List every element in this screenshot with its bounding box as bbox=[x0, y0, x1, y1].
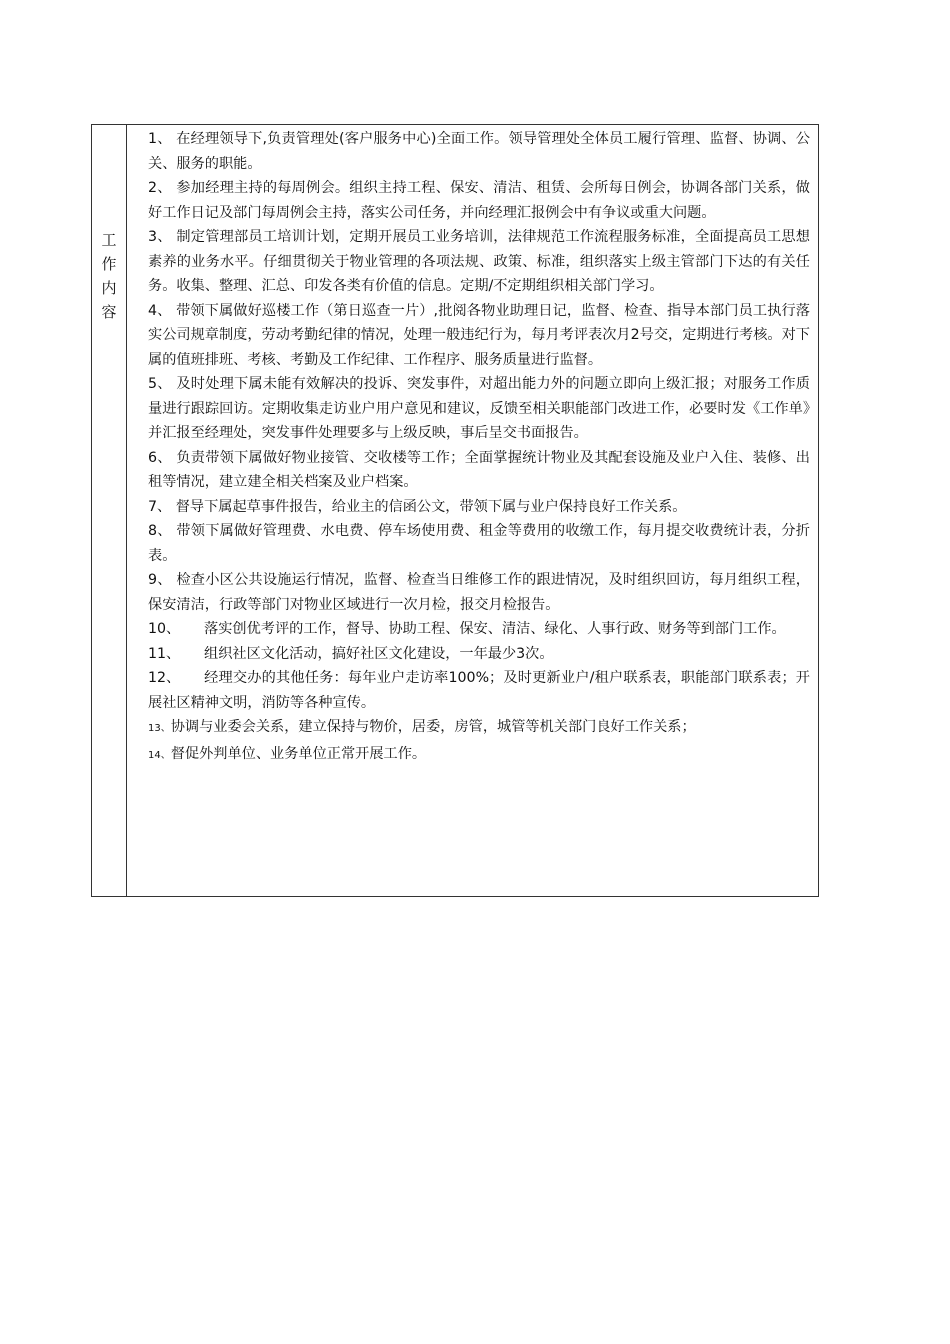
item-number: 6、 bbox=[148, 449, 177, 466]
duty-item bbox=[148, 642, 810, 667]
item-text: 制定管理部员工培训计划，定期开展员工业务培训，法律规范工作流程服务标准，全面提高员工思想素养的业务水平。仔细贯彻关于物业管理的各项法规、政策、标准，组织落实上级主管部门下达的有关任务。收集、整理、汇总、印发各类有价值的信息。定期/不定期组织相关部门学习。 bbox=[148, 229, 810, 294]
item-number: 14、 bbox=[148, 749, 171, 761]
duty-item bbox=[148, 715, 810, 742]
item-number: 2、 bbox=[148, 180, 177, 196]
row-label bbox=[92, 228, 126, 324]
row-label-cell bbox=[92, 125, 127, 896]
item-text: 组织社区文化活动，搞好社区文化建设，一年最少3次。 bbox=[204, 645, 554, 662]
item-text: 及时处理下属未能有效解决的投诉、突发事件，对超出能力外的问题立即向上级汇报；对服务工作质量进行跟踪回访。定期收集走访业户用户意见和建议，反馈至相关职能部门改进工作，必要时发《工作单》并汇报至经理处，突发事件处理要多与上级反映，事后呈交书面报告。 bbox=[148, 376, 810, 441]
label-char: 作 bbox=[101, 255, 117, 273]
label-char: 容 bbox=[101, 303, 117, 321]
item-text: 落实创优考评的工作，督导、协助工程、保安、清洁、绿化、人事行政、财务等到部门工作。 bbox=[204, 621, 786, 637]
item-number: 4、 bbox=[148, 302, 177, 319]
duty-item bbox=[148, 742, 810, 769]
item-number: 8、 bbox=[148, 523, 177, 539]
duty-item bbox=[148, 617, 810, 642]
label-char: 内 bbox=[101, 279, 117, 297]
duty-item bbox=[148, 666, 810, 715]
item-number: 3、 bbox=[148, 229, 177, 245]
duty-list bbox=[127, 125, 818, 896]
item-text: 负责带领下属做好物业接管、交收楼等工作；全面掌握统计物业及其配套设施及业户入住、装修、出租等情况，建立建全相关档案及业户档案。 bbox=[148, 449, 810, 490]
duty-item bbox=[148, 127, 810, 176]
item-text: 带领下属做好巡楼工作（第日巡查一片）,批阅各物业助理日记，监督、检查、指导本部门员工执行落实公司规章制度，劳动考勤纪律的情况，处理一般违纪行为，每月考评表次月2号交，定期进行考核。对下属的值班排班、考核、考勤及工作纪律、工作程序、服务质量进行监督。 bbox=[148, 302, 810, 368]
item-number: 9、 bbox=[148, 572, 177, 588]
item-number: 11、 bbox=[148, 645, 181, 662]
item-number: 5、 bbox=[148, 376, 177, 392]
item-text: 督导下属起草事件报告，给业主的信函公文，带领下属与业户保持良好工作关系。 bbox=[175, 498, 687, 515]
job-content-table bbox=[91, 124, 819, 897]
duty-item bbox=[148, 568, 810, 617]
duty-item bbox=[148, 225, 810, 299]
duty-item bbox=[148, 176, 810, 225]
duty-item bbox=[148, 299, 810, 373]
duty-item bbox=[148, 372, 810, 446]
label-char: 工 bbox=[101, 231, 117, 249]
item-number: 1、 bbox=[148, 131, 177, 147]
item-text: 检查小区公共设施运行情况，监督、检查当日维修工作的跟进情况，及时组织回访，每月组织工程，保安清洁，行政等部门对物业区域进行一次月检，报交月检报告。 bbox=[148, 572, 810, 613]
item-number: 7、 bbox=[148, 498, 176, 515]
item-text: 经理交办的其他任务：每年业户走访率100%；及时更新业户/租户联系表，职能部门联系表；开展社区精神文明，消防等各种宣传。 bbox=[148, 670, 810, 711]
item-text: 协调与业委会关系，建立保持与物价，居委，房管，城管等机关部门良好工作关系； bbox=[170, 719, 696, 735]
duty-item bbox=[148, 495, 810, 520]
duty-item bbox=[148, 446, 810, 495]
item-text: 在经理领导下,负责管理处(客户服务中心)全面工作。领导管理处全体员工履行管理、监督、协调、公关、服务的职能。 bbox=[148, 131, 810, 172]
item-number: 12、 bbox=[148, 670, 181, 686]
item-text: 带领下属做好管理费、水电费、停车场使用费、租金等费用的收缴工作，每月提交收费统计表，分折表。 bbox=[148, 523, 810, 564]
item-number: 10、 bbox=[148, 621, 181, 637]
duty-item bbox=[148, 519, 810, 568]
item-number: 13、 bbox=[148, 723, 171, 734]
item-text: 督促外判单位、业务单位正常开展工作。 bbox=[170, 745, 427, 762]
item-text: 参加经理主持的每周例会。组织主持工程、保安、清洁、租赁、会所每日例会，协调各部门关系，做好工作日记及部门每周例会主持，落实公司任务，并向经理汇报例会中有争议或重大问题。 bbox=[148, 180, 810, 221]
